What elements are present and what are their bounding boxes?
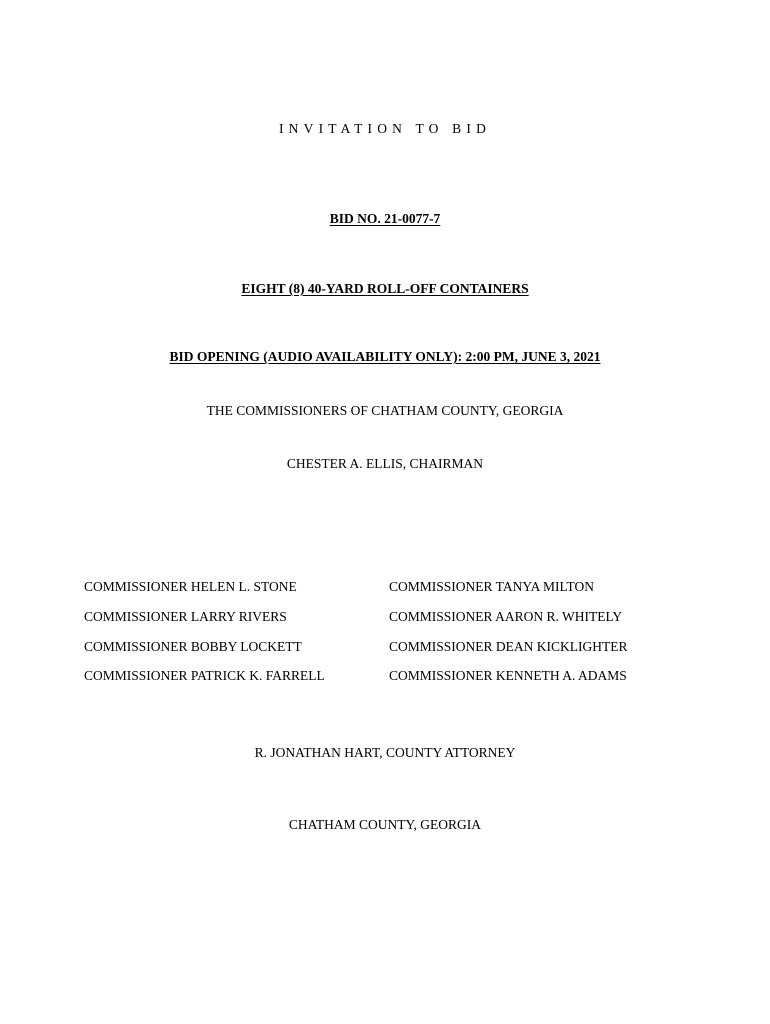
document-heading: INVITATION TO BID [278, 121, 492, 136]
commissioner-row [84, 640, 704, 656]
bid-title: EIGHT (8) 40-YARD ROLL-OFF CONTAINERS [241, 281, 529, 296]
commissioner-name: COMMISSIONER KENNETH A. ADAMS [389, 668, 627, 683]
chairman-line: CHESTER A. ELLIS, CHAIRMAN [286, 456, 484, 471]
attorney-line: R. JONATHAN HART, COUNTY ATTORNEY [254, 745, 516, 760]
bid-opening: BID OPENING (AUDIO AVAILABILITY ONLY): 2:00 PM, JUNE 3, 2021 [169, 349, 601, 364]
commissioner-name: COMMISSIONER PATRICK K. FARRELL [84, 668, 325, 683]
county-line: CHATHAM COUNTY, GEORGIA [288, 817, 482, 832]
bid-number: BID NO. 21-0077-7 [329, 211, 441, 226]
commissioner-name: COMMISSIONER TANYA MILTON [389, 579, 594, 594]
commissioner-name: COMMISSIONER AARON R. WHITELY [389, 609, 623, 624]
commissioner-row [84, 610, 704, 626]
commissioner-name: COMMISSIONER BOBBY LOCKETT [84, 639, 302, 654]
commissioner-name: COMMISSIONER DEAN KICKLIGHTER [389, 639, 628, 654]
commissioner-name: COMMISSIONER HELEN L. STONE [84, 579, 297, 594]
commissioner-row [84, 669, 704, 685]
issuer-line: THE COMMISSIONERS OF CHATHAM COUNTY, GEORGIA [206, 403, 564, 418]
commissioner-name: COMMISSIONER LARRY RIVERS [84, 609, 287, 624]
commissioner-row [84, 580, 704, 596]
